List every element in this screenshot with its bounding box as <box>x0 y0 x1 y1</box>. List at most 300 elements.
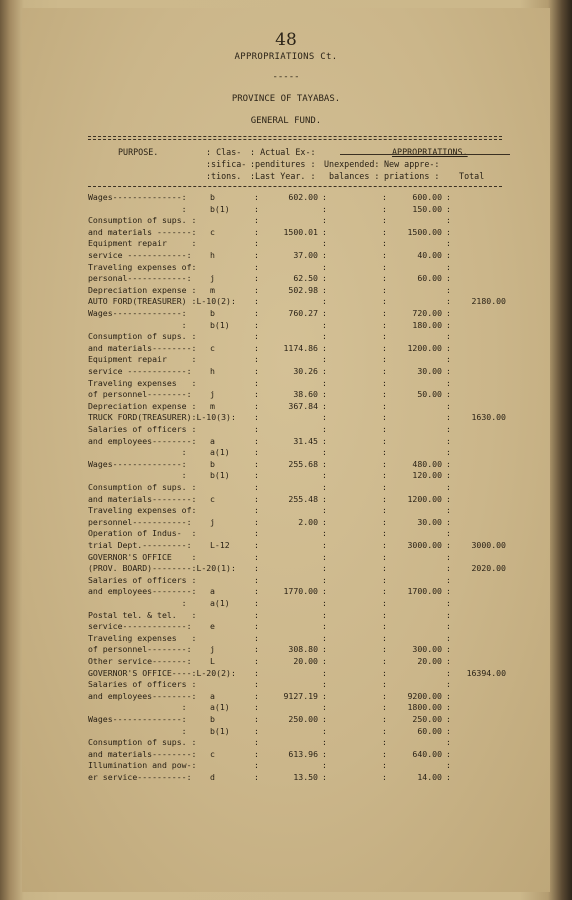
column-separator: : <box>322 609 327 620</box>
column-separator: : <box>446 516 451 527</box>
row-new-appropriation: 14.00 <box>417 772 442 782</box>
column-separator: : <box>446 192 451 202</box>
col-new-header-2: New appre-: <box>384 159 440 169</box>
table-row <box>22 273 550 285</box>
row-classification: c <box>210 226 215 237</box>
table-row <box>22 540 550 552</box>
column-separator: : <box>254 389 259 400</box>
row-classification: e <box>210 621 215 632</box>
col-unexp-header-2: Unexpended: <box>324 159 380 169</box>
column-separator: : <box>254 551 259 562</box>
row-purpose: Postal tel. & tel. : <box>88 609 197 620</box>
row-total: 2180.00 <box>471 296 506 307</box>
column-separator: : <box>322 273 327 284</box>
column-separator: : <box>254 667 259 678</box>
row-actual-expenditure: 1770.00 <box>283 586 318 597</box>
row-classification: a <box>210 690 215 701</box>
row-purpose: : <box>88 447 187 458</box>
column-separator: : <box>254 273 259 284</box>
row-classification: a <box>210 586 215 597</box>
column-separator: : <box>322 656 327 666</box>
column-separator: : <box>382 192 387 202</box>
column-separator: : <box>254 470 259 481</box>
column-separator: : <box>382 284 387 295</box>
column-separator: : <box>322 458 327 469</box>
row-classification: a(1) <box>210 447 230 458</box>
column-separator: : <box>254 621 259 632</box>
row-purpose: er service----------: <box>88 772 192 782</box>
column-separator: : <box>382 389 387 400</box>
column-separator: : <box>254 690 259 701</box>
table-row <box>22 586 550 598</box>
row-actual-expenditure: 31.45 <box>293 435 318 446</box>
column-separator: : <box>322 308 327 318</box>
table-row <box>22 656 550 668</box>
column-separator: : <box>446 644 451 655</box>
column-separator: : <box>446 760 451 771</box>
column-separator: : <box>322 737 327 748</box>
column-separator: : <box>254 319 259 330</box>
column-separator: : <box>254 458 259 469</box>
column-separator: : <box>382 261 387 272</box>
row-purpose: Salaries of officers : <box>88 574 197 585</box>
table-row <box>22 238 550 250</box>
row-purpose: : <box>88 319 187 330</box>
column-separator: : <box>382 203 387 214</box>
header-rule <box>88 186 502 187</box>
column-separator: : <box>382 215 387 226</box>
column-separator: : <box>382 528 387 539</box>
table-row <box>22 644 550 656</box>
table-row <box>22 563 550 575</box>
row-actual-expenditure: 62.50 <box>293 273 318 284</box>
column-separator: : <box>382 435 387 446</box>
row-purpose: Depreciation expense : <box>88 400 197 411</box>
column-separator: : <box>382 412 387 423</box>
column-separator: : <box>382 366 387 376</box>
row-classification: b <box>210 458 215 469</box>
column-separator: : <box>322 400 327 411</box>
row-total: 3000.00 <box>471 540 506 550</box>
row-classification: c <box>210 493 215 504</box>
row-new-appropriation: 1500.00 <box>407 226 442 237</box>
row-purpose: Traveling expenses : <box>88 377 197 388</box>
column-separator: : <box>446 632 451 643</box>
column-separator: : <box>322 574 327 585</box>
column-separator: : <box>322 702 327 713</box>
column-separator: : <box>254 644 259 655</box>
column-separator: : <box>254 505 259 516</box>
row-total: 1630.00 <box>471 412 506 423</box>
column-separator: : <box>382 250 387 260</box>
column-separator: : <box>446 737 451 748</box>
row-classification: a(1) <box>210 702 230 713</box>
column-separator: : <box>446 563 451 574</box>
column-separator: : <box>322 644 327 655</box>
column-separator: : <box>446 342 451 353</box>
row-classification: h <box>210 366 215 376</box>
row-actual-expenditure: 255.68 <box>288 458 318 469</box>
row-classification: b(1) <box>210 725 230 736</box>
row-new-appropriation: 180.00 <box>412 319 442 330</box>
table-row <box>22 691 550 703</box>
row-classification: d <box>210 772 215 782</box>
column-separator: : <box>254 296 259 307</box>
column-separator: : <box>382 458 387 469</box>
row-purpose: Wages--------------: <box>88 714 187 724</box>
row-new-appropriation: 1200.00 <box>407 493 442 504</box>
column-separator: : <box>446 621 451 632</box>
table-row <box>22 250 550 262</box>
column-separator: : <box>254 424 259 434</box>
column-separator: : <box>382 772 387 782</box>
approp-underline <box>340 154 510 155</box>
column-separator: : <box>382 447 387 458</box>
row-purpose: : <box>88 598 187 608</box>
row-actual-expenditure: 2.00 <box>298 516 318 527</box>
table-row <box>22 296 550 308</box>
column-separator: : <box>446 702 451 713</box>
column-separator: : <box>322 319 327 330</box>
row-actual-expenditure: 37.00 <box>293 250 318 260</box>
column-separator: : <box>254 203 259 214</box>
row-purpose: Salaries of officers : <box>88 679 197 690</box>
column-separator: : <box>446 261 451 272</box>
table-row <box>22 436 550 448</box>
title-separator: ----- <box>272 72 300 82</box>
column-separator: : <box>382 551 387 562</box>
table-row <box>22 320 550 332</box>
column-separator: : <box>446 284 451 295</box>
row-classification: c <box>210 342 215 353</box>
row-new-appropriation: 50.00 <box>417 389 442 400</box>
row-actual-expenditure: 9127.19 <box>283 690 318 701</box>
table-row <box>22 726 550 738</box>
row-purpose: and employees--------: <box>88 586 197 597</box>
row-purpose: GOVERNOR'S OFFICE----:L-20(2): <box>88 667 236 678</box>
column-separator: : <box>382 296 387 307</box>
row-purpose: TRUCK FORD(TREASURER):L-10(3): <box>88 412 236 423</box>
column-separator: : <box>322 435 327 446</box>
column-separator: : <box>446 424 451 434</box>
table-row <box>22 308 550 320</box>
column-separator: : <box>322 679 327 690</box>
column-separator: : <box>382 609 387 620</box>
column-separator: : <box>254 377 259 388</box>
row-new-appropriation: 3000.00 <box>407 540 442 550</box>
column-separator: : <box>322 470 327 481</box>
column-separator: : <box>322 621 327 632</box>
column-separator: : <box>446 412 451 423</box>
row-purpose: and employees--------: <box>88 690 197 701</box>
row-purpose: and materials -------: <box>88 226 197 237</box>
table-row <box>22 470 550 482</box>
column-separator: : <box>322 563 327 574</box>
column-separator: : <box>446 215 451 226</box>
column-separator: : <box>254 261 259 272</box>
row-actual-expenditure: 1500.01 <box>283 226 318 237</box>
column-separator: : <box>254 772 259 782</box>
column-separator: : <box>254 563 259 574</box>
top-rule-2 <box>88 139 502 140</box>
table-row <box>22 343 550 355</box>
column-separator: : <box>382 470 387 481</box>
row-new-appropriation: 640.00 <box>412 748 442 759</box>
row-classification: m <box>210 400 215 411</box>
ledger-page <box>22 8 550 892</box>
column-separator: : <box>322 226 327 237</box>
row-purpose: personnel-----------: <box>88 516 192 527</box>
column-separator: : <box>382 632 387 643</box>
column-separator: : <box>446 470 451 481</box>
col-class-header-1: : Clas- <box>206 147 242 157</box>
row-classification: j <box>210 389 215 400</box>
column-separator: : <box>446 586 451 597</box>
column-separator: : <box>446 540 451 550</box>
column-separator: : <box>322 516 327 527</box>
row-actual-expenditure: 13.50 <box>293 772 318 782</box>
row-classification: h <box>210 250 215 260</box>
column-separator: : <box>322 690 327 701</box>
column-separator: : <box>322 215 327 226</box>
row-classification: b(1) <box>210 319 230 330</box>
row-purpose: Salaries of officers : <box>88 424 197 434</box>
column-separator: : <box>446 714 451 724</box>
row-purpose: personal------------: <box>88 273 192 284</box>
table-row <box>22 447 550 459</box>
row-purpose: Wages--------------: <box>88 458 187 469</box>
column-separator: : <box>446 226 451 237</box>
col-appropriations-header: APPROPRIATIONS. <box>392 147 468 157</box>
column-separator: : <box>382 656 387 666</box>
column-separator: : <box>446 482 451 492</box>
column-separator: : <box>254 226 259 237</box>
column-separator: : <box>382 748 387 759</box>
column-separator: : <box>382 505 387 516</box>
column-separator: : <box>254 737 259 748</box>
column-separator: : <box>254 238 259 249</box>
row-purpose: service ------------: <box>88 250 192 260</box>
column-separator: : <box>322 528 327 539</box>
row-classification: j <box>210 273 215 284</box>
table-row <box>22 366 550 378</box>
row-classification: L-12 <box>210 540 230 550</box>
column-separator: : <box>382 563 387 574</box>
column-separator: : <box>446 389 451 400</box>
row-classification: j <box>210 644 215 655</box>
column-separator: : <box>322 192 327 202</box>
col-new-header-3: priations : <box>384 171 440 181</box>
column-separator: : <box>322 748 327 759</box>
row-purpose: Wages--------------: <box>88 192 187 202</box>
column-separator: : <box>382 644 387 655</box>
row-purpose: : <box>88 702 187 713</box>
row-purpose: Traveling expenses of: <box>88 261 197 272</box>
column-separator: : <box>254 760 259 771</box>
column-separator: : <box>322 296 327 307</box>
column-separator: : <box>322 203 327 214</box>
column-separator: : <box>446 551 451 562</box>
row-actual-expenditure: 20.00 <box>293 656 318 666</box>
row-purpose: GOVERNOR'S OFFICE : <box>88 551 197 562</box>
column-separator: : <box>254 342 259 353</box>
row-purpose: service ------------: <box>88 366 192 376</box>
column-separator: : <box>322 284 327 295</box>
row-purpose: (PROV. BOARD)--------:L-20(1): <box>88 563 236 574</box>
column-separator: : <box>382 482 387 492</box>
table-row <box>22 215 550 227</box>
row-purpose: and materials--------: <box>88 748 197 759</box>
column-separator: : <box>446 331 451 342</box>
row-purpose: : <box>88 203 187 214</box>
column-separator: : <box>382 226 387 237</box>
column-separator: : <box>446 679 451 690</box>
column-separator: : <box>322 714 327 724</box>
column-separator: : <box>254 331 259 342</box>
table-row <box>22 227 550 239</box>
col-unexp-header-3: balances : <box>324 171 380 181</box>
column-separator: : <box>382 690 387 701</box>
column-separator: : <box>322 354 327 365</box>
table-row <box>22 424 550 436</box>
column-separator: : <box>446 725 451 736</box>
col-actual-header-1: : Actual Ex-: <box>250 147 316 157</box>
col-actual-header-3: :Last Year. : <box>250 171 316 181</box>
column-separator: : <box>322 261 327 272</box>
table-row <box>22 505 550 517</box>
column-separator: : <box>254 284 259 295</box>
column-separator: : <box>322 772 327 782</box>
table-row <box>22 401 550 413</box>
column-separator: : <box>254 366 259 376</box>
row-classification: b <box>210 714 215 724</box>
column-separator: : <box>322 551 327 562</box>
column-separator: : <box>254 354 259 365</box>
column-separator: : <box>254 192 259 202</box>
row-classification: b(1) <box>210 470 230 481</box>
row-classification: b <box>210 308 215 318</box>
column-separator: : <box>322 377 327 388</box>
table-row <box>22 598 550 610</box>
row-classification: m <box>210 284 215 295</box>
column-separator: : <box>446 366 451 376</box>
row-actual-expenditure: 367.84 <box>288 400 318 411</box>
column-separator: : <box>382 760 387 771</box>
row-actual-expenditure: 250.00 <box>288 714 318 724</box>
table-row <box>22 772 550 784</box>
section-title: APPROPRIATIONS Ct. <box>234 52 338 62</box>
column-separator: : <box>254 609 259 620</box>
province-name: PROVINCE OF TAYABAS. <box>231 94 341 104</box>
row-purpose: Wages--------------: <box>88 308 187 318</box>
row-purpose: of personnel--------: <box>88 389 192 400</box>
column-separator: : <box>446 505 451 516</box>
row-actual-expenditure: 613.96 <box>288 748 318 759</box>
column-separator: : <box>254 679 259 690</box>
row-new-appropriation: 9200.00 <box>407 690 442 701</box>
column-separator: : <box>322 389 327 400</box>
column-separator: : <box>322 725 327 736</box>
column-separator: : <box>382 737 387 748</box>
column-separator: : <box>322 760 327 771</box>
column-separator: : <box>446 308 451 318</box>
column-separator: : <box>322 598 327 608</box>
table-row <box>22 192 550 204</box>
row-actual-expenditure: 1174.86 <box>283 342 318 353</box>
row-new-appropriation: 250.00 <box>412 714 442 724</box>
column-separator: : <box>322 250 327 260</box>
table-row <box>22 714 550 726</box>
column-separator: : <box>254 528 259 539</box>
column-separator: : <box>322 331 327 342</box>
row-actual-expenditure: 602.00 <box>288 192 318 202</box>
column-separator: : <box>446 400 451 411</box>
column-separator: : <box>322 447 327 458</box>
column-separator: : <box>254 250 259 260</box>
row-purpose: and materials--------: <box>88 493 197 504</box>
row-new-appropriation: 720.00 <box>412 308 442 318</box>
row-purpose: and materials--------: <box>88 342 197 353</box>
col-actual-header-2: :penditures : <box>250 159 316 169</box>
column-separator: : <box>382 540 387 550</box>
row-purpose: and employees--------: <box>88 435 197 446</box>
table-row <box>22 760 550 772</box>
column-separator: : <box>446 458 451 469</box>
row-purpose: : <box>88 725 187 736</box>
column-separator: : <box>382 342 387 353</box>
column-separator: : <box>254 702 259 713</box>
table-row <box>22 552 550 564</box>
row-actual-expenditure: 502.98 <box>288 284 318 295</box>
table-row <box>22 482 550 494</box>
column-separator: : <box>382 679 387 690</box>
table-row <box>22 528 550 540</box>
column-separator: : <box>254 574 259 585</box>
row-purpose: Consumption of sups. : <box>88 215 197 226</box>
row-purpose: Consumption of sups. : <box>88 482 197 492</box>
row-classification: a(1) <box>210 598 230 608</box>
column-separator: : <box>322 424 327 434</box>
row-new-appropriation: 30.00 <box>417 366 442 376</box>
row-purpose: Equipment repair : <box>88 238 197 249</box>
column-separator: : <box>322 505 327 516</box>
row-new-appropriation: 20.00 <box>417 656 442 666</box>
row-classification: j <box>210 516 215 527</box>
row-classification: b <box>210 192 215 202</box>
column-separator: : <box>446 435 451 446</box>
column-separator: : <box>382 377 387 388</box>
row-purpose: service-------------: <box>88 621 192 632</box>
row-new-appropriation: 60.00 <box>417 273 442 284</box>
table-row <box>22 668 550 680</box>
row-actual-expenditure: 38.60 <box>293 389 318 400</box>
row-new-appropriation: 60.00 <box>417 725 442 736</box>
row-purpose: Consumption of sups. : <box>88 737 197 748</box>
column-separator: : <box>254 516 259 527</box>
table-row <box>22 610 550 622</box>
column-separator: : <box>254 435 259 446</box>
column-separator: : <box>446 273 451 284</box>
table-row <box>22 459 550 471</box>
column-separator: : <box>322 493 327 504</box>
column-separator: : <box>382 516 387 527</box>
row-purpose: Other service-------: <box>88 656 192 666</box>
table-row <box>22 575 550 587</box>
column-separator: : <box>254 748 259 759</box>
column-separator: : <box>254 586 259 597</box>
column-separator: : <box>446 574 451 585</box>
row-purpose: Traveling expenses : <box>88 632 197 643</box>
